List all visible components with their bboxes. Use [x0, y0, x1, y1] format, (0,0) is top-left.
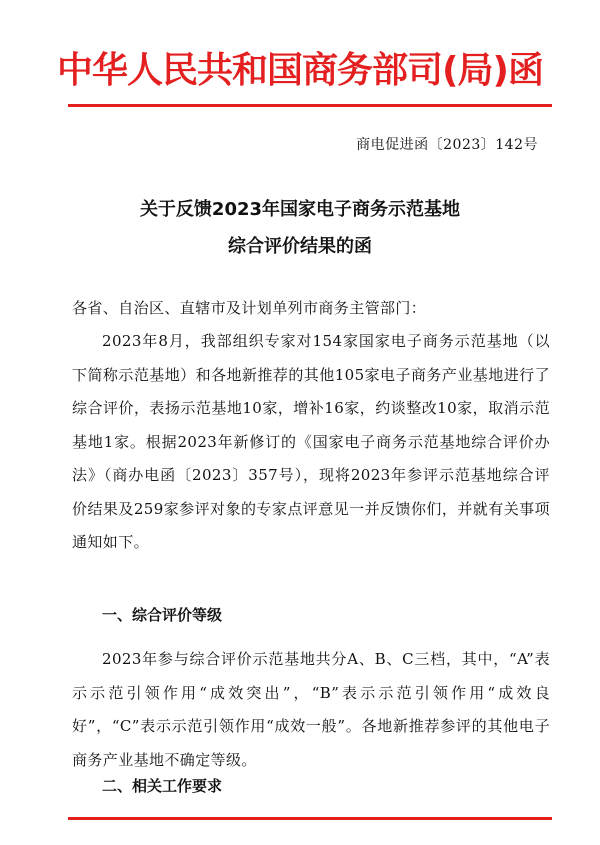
salutation-text: 各省、自治区、直辖市及计划单列市商务主管部门： [72, 299, 427, 317]
section-heading-1: 一、综合评价等级 [102, 606, 223, 624]
body-paragraph-1-text: 2023年8月，我部组织专家对154家国家电子商务示范基地（以下简称示范基地）和各地新推荐的其他105家电子商务产业基地进行了综合评价，表扬示范基地10家，增补16家，约谈整改10家，取消示范基地1家。根据2023年新修订的《国家电子商务示范基地综合评价办法》（商办电函〔2023〕357号），现将2023年参评示范基地综合评价结果及259家参评对象的专家点评意见一并反馈你们，并就有关事项通知如下。 [72, 332, 550, 551]
document-title-line-2: 综合评价结果的函 [228, 236, 372, 257]
body-paragraph-1 [72, 325, 550, 560]
letterhead-divider [68, 104, 552, 107]
body-paragraph-2-text: 2023年参与综合评价示范基地共分A、B、C三档，其中，“A”表示示范引领作用“成效突出”，“B”表示示范引领作用“成效良好”，“C”表示示范引领作用“成效一般”。各地新推荐参评的其他电子商务产业基地不确定等级。 [72, 650, 550, 769]
body-paragraph-2 [72, 643, 550, 777]
document-title-line-1: 关于反馈2023年国家电子商务示范基地 [139, 199, 461, 220]
document-number: 商电促进函〔2023〕142号 [356, 137, 538, 153]
letterhead-title: 中华人民共和国商务部司(局)函 [57, 50, 543, 91]
section-heading-2: 二、相关工作要求 [102, 777, 223, 795]
footer-divider [68, 817, 552, 820]
salutation [72, 292, 550, 326]
